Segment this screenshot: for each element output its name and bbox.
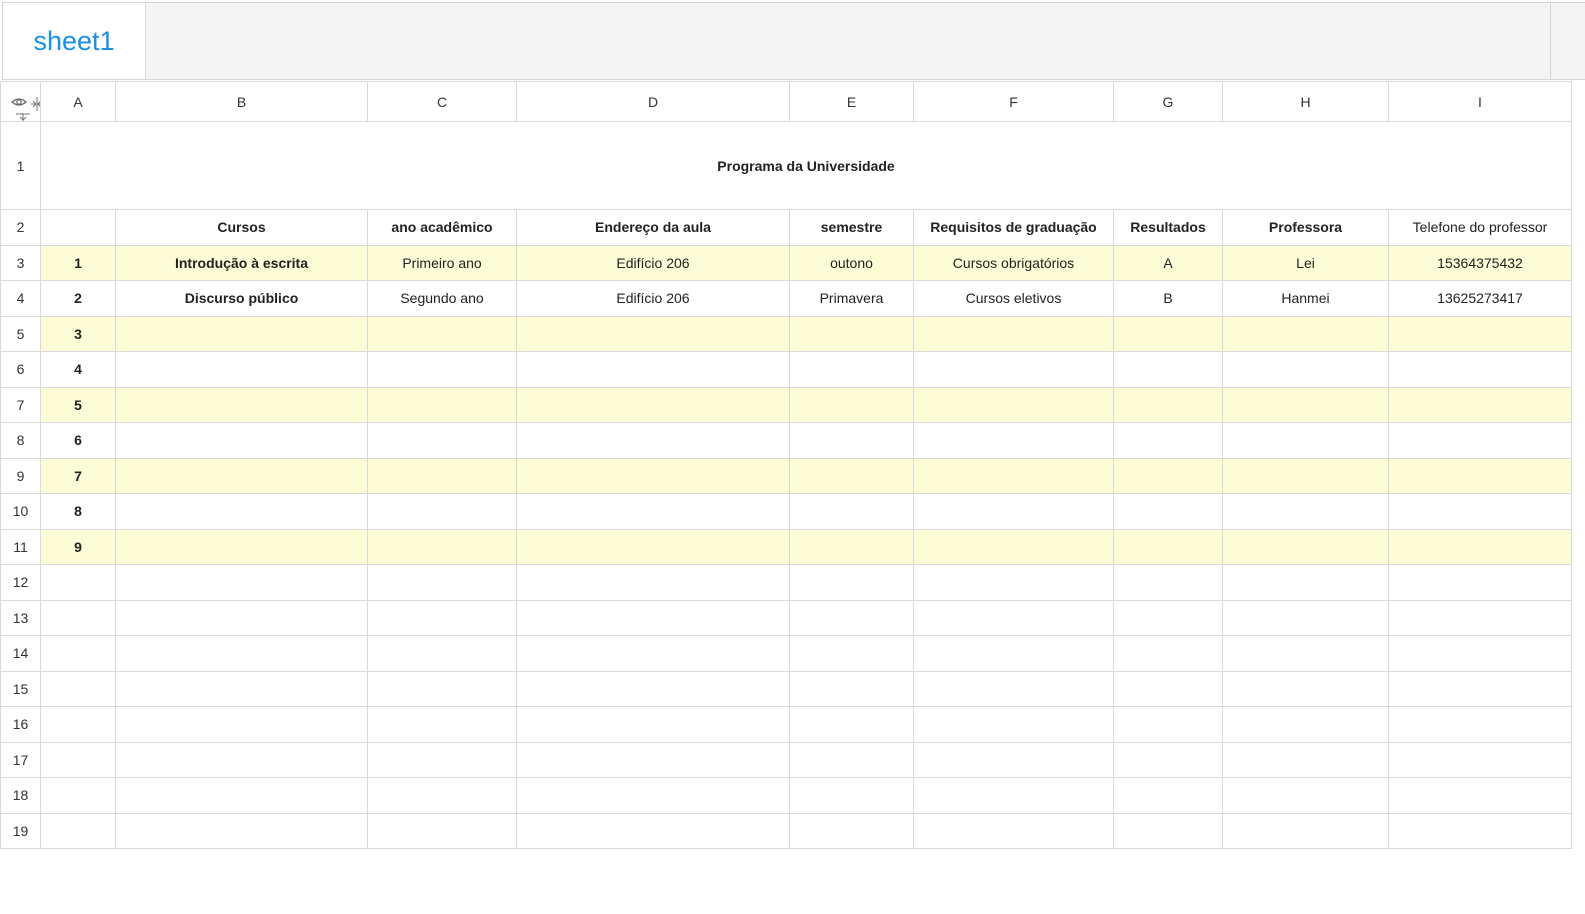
cell[interactable] bbox=[116, 671, 368, 707]
cell[interactable] bbox=[1389, 352, 1572, 388]
cell[interactable] bbox=[368, 529, 517, 565]
cell[interactable] bbox=[1114, 778, 1223, 814]
cell[interactable] bbox=[914, 813, 1114, 849]
cell[interactable] bbox=[1223, 671, 1389, 707]
cell[interactable] bbox=[1223, 600, 1389, 636]
cell[interactable] bbox=[790, 778, 914, 814]
header-cell-a[interactable] bbox=[41, 210, 116, 246]
cell[interactable] bbox=[1223, 778, 1389, 814]
cell[interactable] bbox=[914, 636, 1114, 672]
cell[interactable] bbox=[116, 742, 368, 778]
empty-row bbox=[1, 707, 1572, 743]
header-cell-endereco[interactable]: Endereço da aula bbox=[517, 210, 790, 246]
column-header-a[interactable]: A bbox=[41, 82, 116, 122]
empty-row bbox=[1, 778, 1572, 814]
cell[interactable] bbox=[790, 423, 914, 459]
cell[interactable] bbox=[1223, 636, 1389, 672]
row-header-19[interactable]: 19 bbox=[1, 813, 41, 849]
cell[interactable] bbox=[1114, 529, 1223, 565]
cell[interactable] bbox=[1389, 707, 1572, 743]
cell[interactable] bbox=[517, 565, 790, 601]
cell[interactable] bbox=[1389, 813, 1572, 849]
cell[interactable] bbox=[1114, 565, 1223, 601]
cell[interactable] bbox=[368, 778, 517, 814]
table-row bbox=[1, 529, 1572, 565]
spreadsheet-grid bbox=[0, 81, 1572, 849]
table-row bbox=[1, 245, 1572, 281]
cell[interactable] bbox=[1114, 671, 1223, 707]
cell[interactable] bbox=[116, 316, 368, 352]
cell[interactable] bbox=[116, 352, 368, 388]
cell[interactable] bbox=[517, 387, 790, 423]
row-header-3[interactable]: 3 bbox=[1, 245, 41, 281]
row-header-15[interactable]: 15 bbox=[1, 671, 41, 707]
row-header-18[interactable]: 18 bbox=[1, 778, 41, 814]
table-row bbox=[1, 352, 1572, 388]
header-cell-requisitos[interactable]: Requisitos de graduação bbox=[914, 210, 1114, 246]
cell[interactable] bbox=[1389, 565, 1572, 601]
cell[interactable] bbox=[517, 671, 790, 707]
row-header-10[interactable]: 10 bbox=[1, 494, 41, 530]
cell[interactable] bbox=[1223, 423, 1389, 459]
cell[interactable] bbox=[914, 565, 1114, 601]
cell[interactable] bbox=[914, 778, 1114, 814]
row-header-6[interactable]: 6 bbox=[1, 352, 41, 388]
cell[interactable] bbox=[914, 352, 1114, 388]
select-all-corner[interactable] bbox=[1, 82, 41, 122]
cell-year[interactable]: Segundo ano bbox=[368, 281, 517, 317]
table-row bbox=[1, 316, 1572, 352]
cell[interactable] bbox=[116, 529, 368, 565]
cell-result[interactable]: B bbox=[1114, 281, 1223, 317]
cell[interactable] bbox=[1389, 529, 1572, 565]
cell[interactable] bbox=[1389, 387, 1572, 423]
header-cell-ano-academico[interactable]: ano acadêmico bbox=[368, 210, 517, 246]
cell-teacher[interactable]: Lei bbox=[1223, 245, 1389, 281]
row-header-4[interactable]: 4 bbox=[1, 281, 41, 317]
cell-course[interactable]: Introdução à escrita bbox=[116, 245, 368, 281]
cell[interactable] bbox=[1114, 458, 1223, 494]
freeze-column-icon[interactable] bbox=[31, 97, 41, 111]
cell-year[interactable]: Primeiro ano bbox=[368, 245, 517, 281]
cell[interactable] bbox=[790, 316, 914, 352]
cell[interactable] bbox=[1114, 636, 1223, 672]
cell[interactable] bbox=[368, 636, 517, 672]
cell[interactable] bbox=[116, 778, 368, 814]
cell[interactable] bbox=[368, 352, 517, 388]
row-header-14[interactable]: 14 bbox=[1, 636, 41, 672]
table-row bbox=[1, 387, 1572, 423]
cell[interactable] bbox=[790, 671, 914, 707]
cell[interactable] bbox=[116, 813, 368, 849]
cell[interactable] bbox=[1114, 813, 1223, 849]
empty-row bbox=[1, 742, 1572, 778]
cell[interactable] bbox=[1114, 387, 1223, 423]
header-cell-resultados[interactable]: Resultados bbox=[1114, 210, 1223, 246]
cell-phone[interactable]: 15364375432 bbox=[1389, 245, 1572, 281]
cell[interactable] bbox=[914, 316, 1114, 352]
cell[interactable] bbox=[790, 707, 914, 743]
tab-bar-divider bbox=[1550, 3, 1551, 79]
cell[interactable] bbox=[116, 494, 368, 530]
cell[interactable] bbox=[368, 387, 517, 423]
cell[interactable] bbox=[368, 458, 517, 494]
eye-icon[interactable] bbox=[12, 99, 26, 105]
cell[interactable] bbox=[790, 600, 914, 636]
cell[interactable] bbox=[1223, 387, 1389, 423]
row-header-13[interactable]: 13 bbox=[1, 600, 41, 636]
cell[interactable] bbox=[116, 387, 368, 423]
cell[interactable] bbox=[1114, 352, 1223, 388]
row-header-16[interactable]: 16 bbox=[1, 707, 41, 743]
cell-number[interactable]: 3 bbox=[41, 316, 116, 352]
cell[interactable] bbox=[1389, 778, 1572, 814]
cell[interactable] bbox=[1389, 600, 1572, 636]
cell-requirement[interactable]: Cursos eletivos bbox=[914, 281, 1114, 317]
cell[interactable] bbox=[41, 565, 116, 601]
header-cell-cursos[interactable]: Cursos bbox=[116, 210, 368, 246]
cell[interactable] bbox=[914, 494, 1114, 530]
cell[interactable] bbox=[41, 671, 116, 707]
cell-number[interactable]: 6 bbox=[41, 423, 116, 459]
cell[interactable] bbox=[41, 600, 116, 636]
cell[interactable] bbox=[914, 458, 1114, 494]
cell[interactable] bbox=[790, 352, 914, 388]
cell[interactable] bbox=[1114, 494, 1223, 530]
cell-number[interactable]: 8 bbox=[41, 494, 116, 530]
empty-row bbox=[1, 813, 1572, 849]
cell[interactable] bbox=[1389, 423, 1572, 459]
cell-address[interactable]: Edifício 206 bbox=[517, 245, 790, 281]
row-header-8[interactable]: 8 bbox=[1, 423, 41, 459]
column-header-i[interactable]: I bbox=[1389, 82, 1572, 122]
row-header-11[interactable]: 11 bbox=[1, 529, 41, 565]
header-cell-telefone[interactable]: Telefone do professor bbox=[1389, 210, 1572, 246]
table-row bbox=[1, 494, 1572, 530]
cell[interactable] bbox=[914, 707, 1114, 743]
cell[interactable] bbox=[41, 707, 116, 743]
cell[interactable] bbox=[41, 742, 116, 778]
row-header-12[interactable]: 12 bbox=[1, 565, 41, 601]
cell-number[interactable]: 9 bbox=[41, 529, 116, 565]
cell[interactable] bbox=[1223, 813, 1389, 849]
cell[interactable] bbox=[517, 742, 790, 778]
sheet-row-1 bbox=[1, 122, 1572, 210]
row-header-2[interactable]: 2 bbox=[1, 210, 41, 246]
table-row bbox=[1, 458, 1572, 494]
cell[interactable] bbox=[1114, 742, 1223, 778]
cell[interactable] bbox=[914, 387, 1114, 423]
cell-number[interactable]: 2 bbox=[41, 281, 116, 317]
cell[interactable] bbox=[790, 636, 914, 672]
cell[interactable] bbox=[368, 600, 517, 636]
cell[interactable] bbox=[914, 671, 1114, 707]
cell[interactable] bbox=[517, 813, 790, 849]
cell[interactable] bbox=[1389, 636, 1572, 672]
cell[interactable] bbox=[116, 707, 368, 743]
cell[interactable] bbox=[368, 316, 517, 352]
cell[interactable] bbox=[517, 458, 790, 494]
cell[interactable] bbox=[517, 600, 790, 636]
empty-row bbox=[1, 565, 1572, 601]
cell[interactable] bbox=[41, 778, 116, 814]
cell[interactable] bbox=[517, 707, 790, 743]
cell-number[interactable]: 4 bbox=[41, 352, 116, 388]
sheet-title-cell[interactable]: Programa da Universidade bbox=[41, 122, 1572, 210]
empty-row bbox=[1, 600, 1572, 636]
cell[interactable] bbox=[1223, 565, 1389, 601]
cell[interactable] bbox=[368, 565, 517, 601]
freeze-row-icon[interactable] bbox=[16, 113, 30, 122]
table-row bbox=[1, 281, 1572, 317]
row-header-7[interactable]: 7 bbox=[1, 387, 41, 423]
cell[interactable] bbox=[1114, 707, 1223, 743]
cell[interactable] bbox=[790, 494, 914, 530]
cell[interactable] bbox=[1223, 316, 1389, 352]
cell[interactable] bbox=[368, 813, 517, 849]
cell[interactable] bbox=[914, 600, 1114, 636]
cell[interactable] bbox=[790, 387, 914, 423]
cell[interactable] bbox=[517, 529, 790, 565]
cell[interactable] bbox=[1389, 316, 1572, 352]
cell[interactable] bbox=[368, 742, 517, 778]
empty-row bbox=[1, 671, 1572, 707]
cell-number[interactable]: 1 bbox=[41, 245, 116, 281]
cell[interactable] bbox=[517, 352, 790, 388]
cell[interactable] bbox=[1389, 742, 1572, 778]
cell[interactable] bbox=[1223, 352, 1389, 388]
cell-number[interactable]: 7 bbox=[41, 458, 116, 494]
row-header-5[interactable]: 5 bbox=[1, 316, 41, 352]
column-header-g[interactable]: G bbox=[1114, 82, 1223, 122]
cell[interactable] bbox=[517, 494, 790, 530]
sheet-tab-bar bbox=[2, 2, 1585, 80]
cell[interactable] bbox=[1389, 494, 1572, 530]
cell-address[interactable]: Edifício 206 bbox=[517, 281, 790, 317]
corner-icons bbox=[11, 94, 41, 122]
sheet-row-2-headers bbox=[1, 210, 1572, 246]
cell[interactable] bbox=[368, 494, 517, 530]
sheet-table bbox=[0, 81, 1572, 849]
row-header-1[interactable]: 1 bbox=[1, 122, 41, 210]
cell[interactable] bbox=[790, 813, 914, 849]
cell[interactable] bbox=[517, 316, 790, 352]
column-header-c[interactable]: C bbox=[368, 82, 517, 122]
cell[interactable] bbox=[914, 742, 1114, 778]
cell[interactable] bbox=[116, 636, 368, 672]
column-header-e[interactable]: E bbox=[790, 82, 914, 122]
column-header-d[interactable]: D bbox=[517, 82, 790, 122]
cell[interactable] bbox=[1223, 458, 1389, 494]
cell[interactable] bbox=[1223, 529, 1389, 565]
cell-number[interactable]: 5 bbox=[41, 387, 116, 423]
cell[interactable] bbox=[1389, 671, 1572, 707]
column-header-row bbox=[1, 82, 1572, 122]
cell[interactable] bbox=[368, 707, 517, 743]
cell-semester[interactable]: outono bbox=[790, 245, 914, 281]
sheet-tab-sheet1[interactable]: sheet1 bbox=[3, 3, 146, 79]
cell[interactable] bbox=[116, 423, 368, 459]
cell[interactable] bbox=[914, 423, 1114, 459]
cell[interactable] bbox=[116, 600, 368, 636]
row-header-9[interactable]: 9 bbox=[1, 458, 41, 494]
column-header-b[interactable]: B bbox=[116, 82, 368, 122]
cell[interactable] bbox=[1223, 742, 1389, 778]
cell[interactable] bbox=[41, 636, 116, 672]
cell-phone[interactable]: 13625273417 bbox=[1389, 281, 1572, 317]
cell[interactable] bbox=[368, 671, 517, 707]
cell[interactable] bbox=[790, 742, 914, 778]
empty-row bbox=[1, 636, 1572, 672]
cell[interactable] bbox=[914, 529, 1114, 565]
cell-course[interactable]: Discurso público bbox=[116, 281, 368, 317]
cell[interactable] bbox=[368, 423, 517, 459]
cell-teacher[interactable]: Hanmei bbox=[1223, 281, 1389, 317]
cell[interactable] bbox=[1389, 458, 1572, 494]
header-cell-professora[interactable]: Professora bbox=[1223, 210, 1389, 246]
cell[interactable] bbox=[517, 423, 790, 459]
cell[interactable] bbox=[116, 458, 368, 494]
cell[interactable] bbox=[41, 813, 116, 849]
cell-requirement[interactable]: Cursos obrigatórios bbox=[914, 245, 1114, 281]
cell[interactable] bbox=[1223, 494, 1389, 530]
column-header-h[interactable]: H bbox=[1223, 82, 1389, 122]
cell[interactable] bbox=[790, 458, 914, 494]
column-header-f[interactable]: F bbox=[914, 82, 1114, 122]
cell[interactable] bbox=[1223, 707, 1389, 743]
cell[interactable] bbox=[517, 636, 790, 672]
cell[interactable] bbox=[517, 778, 790, 814]
cell-semester[interactable]: Primavera bbox=[790, 281, 914, 317]
table-row bbox=[1, 423, 1572, 459]
cell[interactable] bbox=[1114, 316, 1223, 352]
header-cell-semestre[interactable]: semestre bbox=[790, 210, 914, 246]
cell[interactable] bbox=[790, 565, 914, 601]
cell[interactable] bbox=[1114, 423, 1223, 459]
row-header-17[interactable]: 17 bbox=[1, 742, 41, 778]
cell[interactable] bbox=[790, 529, 914, 565]
cell[interactable] bbox=[116, 565, 368, 601]
cell-result[interactable]: A bbox=[1114, 245, 1223, 281]
cell[interactable] bbox=[1114, 600, 1223, 636]
